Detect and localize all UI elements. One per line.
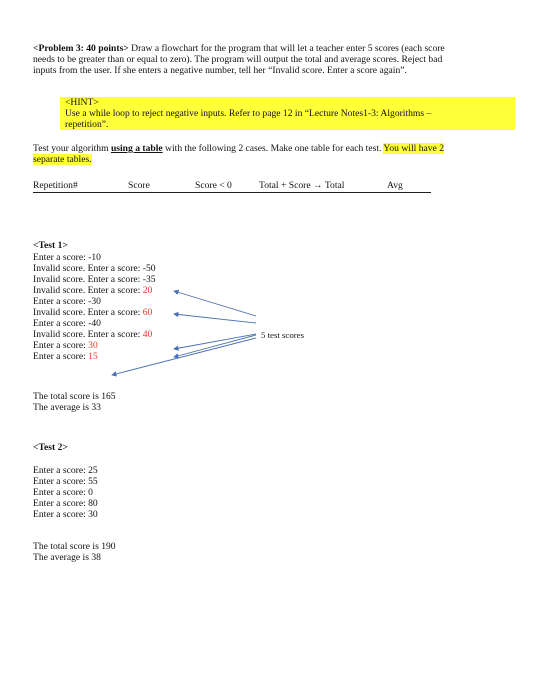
header-avg: Avg <box>387 180 403 191</box>
problem-line-2: needs to be greater than or equal to zero). The program will output the total and average scores. Reject bad <box>33 54 443 65</box>
instructions-highlight-2: separate tables. <box>33 154 92 165</box>
test1-line: Enter a score: -30 <box>33 296 101 307</box>
hint-tag: <HINT> <box>65 97 99 108</box>
test1-line: Invalid score. Enter a score: -50 <box>33 263 156 274</box>
test2-line: Enter a score: 80 <box>33 498 98 509</box>
arrow-to-60 <box>174 314 256 323</box>
test1-line-prefix: Invalid score. Enter a score: <box>33 285 143 296</box>
header-total: Total + Score → Total <box>259 180 345 191</box>
test2-title: <Test 2> <box>33 442 68 453</box>
test1-valid-score: 15 <box>88 351 98 362</box>
arrow-to-20 <box>174 291 256 316</box>
instructions-underlined: using a table <box>110 143 163 154</box>
test2-line: Enter a score: 0 <box>33 487 93 498</box>
test1-line-prefix: Invalid score. Enter a score: <box>33 329 143 340</box>
test1-title: <Test 1> <box>33 240 68 251</box>
test1-line-prefix: Invalid score. Enter a score: <box>33 307 143 318</box>
test1-average: The average is 33 <box>33 402 101 413</box>
test1-line: Enter a score: -40 <box>33 318 101 329</box>
hint-line-2: repetition”. <box>65 119 109 130</box>
test1-line: Enter a score: -10 <box>33 252 101 263</box>
problem-line-3: inputs from the user. If she enters a negative number, tell her “Invalid score. Enter a score again”. <box>33 65 407 76</box>
header-repetition: Repetition# <box>33 180 78 191</box>
test1-valid-score: 40 <box>142 329 153 340</box>
test2-total: The total score is 190 <box>33 541 116 552</box>
test1-total: The total score is 165 <box>33 391 116 402</box>
instructions-part-1: Test your algorithm <box>33 143 111 154</box>
annotation-label: 5 test scores <box>261 330 304 340</box>
test2-average: The average is 38 <box>33 552 101 563</box>
hint-line-1: Use a while loop to reject negative inputs. Refer to page 12 in “Lecture Notes1-3: Algorithms – <box>65 108 432 119</box>
arrow-to-30 <box>174 335 256 357</box>
test1-line-prefix: Enter a score: <box>33 351 89 362</box>
problem-title: <Problem 3: 40 points> <box>33 43 129 54</box>
test1-line: Invalid score. Enter a score: -35 <box>33 274 156 285</box>
test2-line: Enter a score: 30 <box>33 509 98 520</box>
arrow-to-15 <box>112 338 256 375</box>
header-score-lt-0: Score < 0 <box>195 180 232 191</box>
problem-line-1-text: Draw a flowchart for the program that will let a teacher enter 5 scores (each score <box>128 43 445 54</box>
instructions-part-2: with the following 2 cases. Make one table for each test. <box>162 143 384 154</box>
test1-valid-score: 30 <box>88 340 98 351</box>
header-score: Score <box>128 180 150 191</box>
test1-valid-score: 20 <box>142 285 153 296</box>
test2-line: Enter a score: 25 <box>33 465 98 476</box>
instructions-highlight-1: You will have 2 <box>383 143 445 154</box>
test2-line: Enter a score: 55 <box>33 476 98 487</box>
test1-line-prefix: Enter a score: <box>33 340 89 351</box>
test1-valid-score: 60 <box>142 307 153 318</box>
